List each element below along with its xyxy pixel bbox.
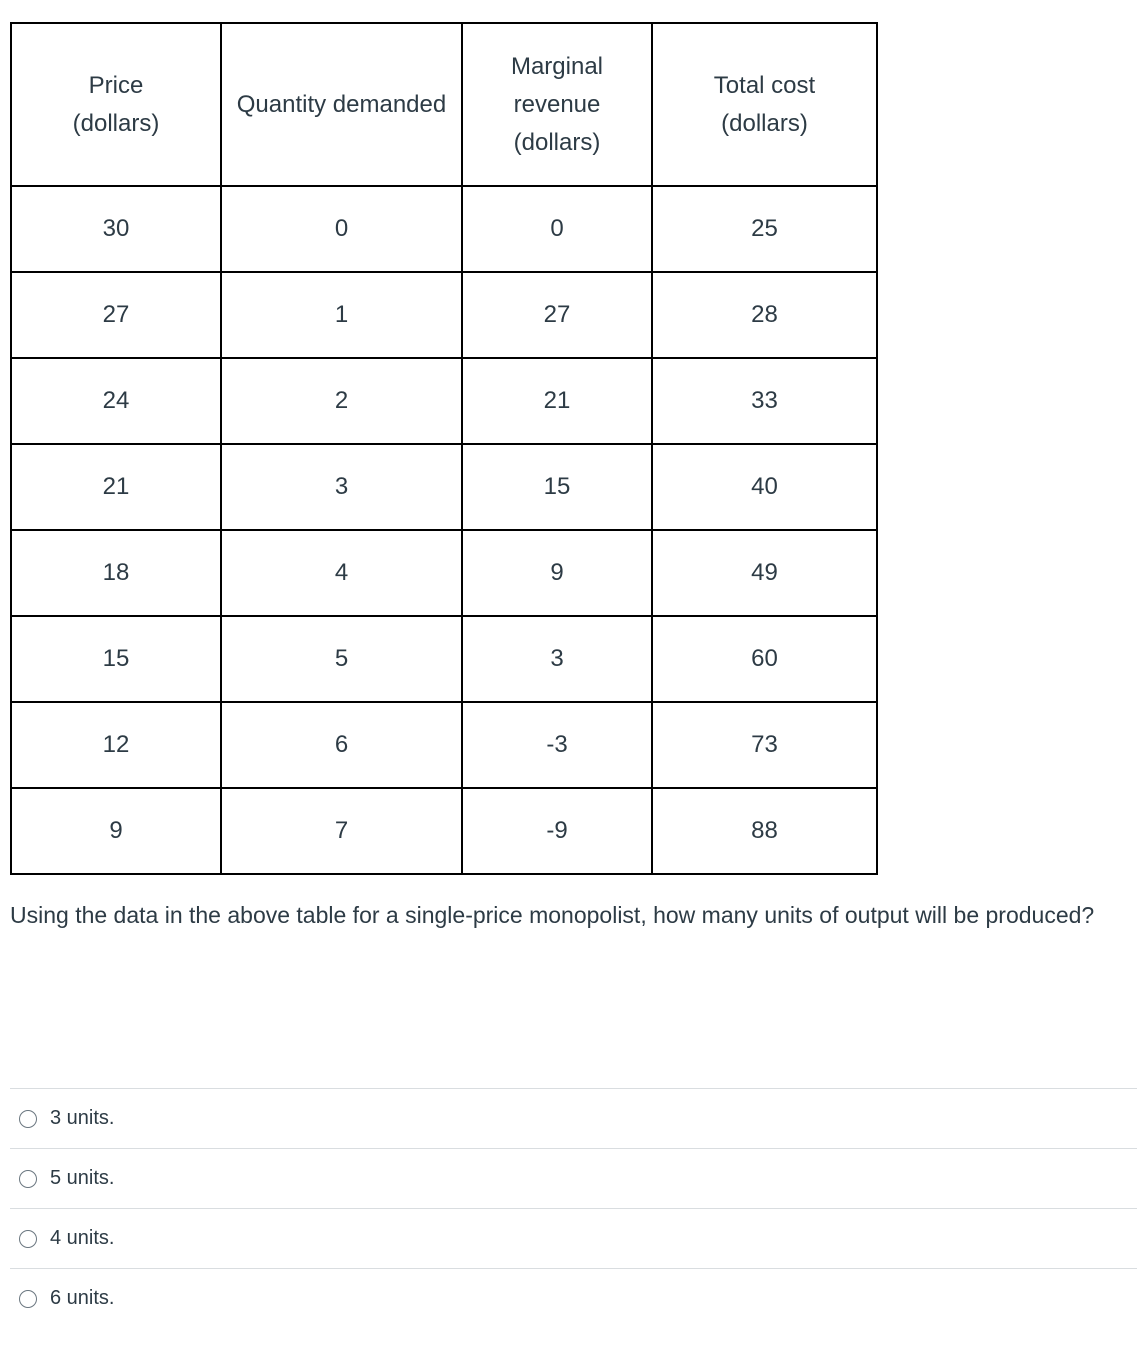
question-text: Using the data in the above table for a single-price monopolist, how many units of output will be produced?	[10, 902, 1095, 928]
cell-total-cost: 49	[652, 530, 877, 616]
cell-marginal-revenue: 21	[462, 358, 652, 444]
cell-total-cost: 73	[652, 702, 877, 788]
cell-total-cost: 88	[652, 788, 877, 874]
header-marginal-revenue	[462, 23, 652, 186]
cell-marginal-revenue: 15	[462, 444, 652, 530]
cell-marginal-revenue: 0	[462, 186, 652, 272]
cell-marginal-revenue: -3	[462, 702, 652, 788]
answer-option-5-units[interactable]	[10, 1148, 1137, 1208]
cell-quantity: 6	[221, 702, 462, 788]
header-quantity-line-1: Quantity demanded	[236, 90, 447, 118]
cell-total-cost: 40	[652, 444, 877, 530]
radio-button-icon[interactable]	[19, 1290, 37, 1308]
answer-list	[10, 1088, 1137, 1328]
header-tc-line-2: (dollars)	[721, 109, 808, 137]
answer-label: 5 units.	[50, 1167, 115, 1189]
cell-quantity: 1	[221, 272, 462, 358]
cell-price: 21	[11, 444, 221, 530]
cell-quantity: 3	[221, 444, 462, 530]
answer-option-4-units[interactable]	[10, 1208, 1137, 1268]
cell-quantity: 7	[221, 788, 462, 874]
header-mr-line-3: (dollars)	[513, 128, 601, 156]
table-row	[11, 272, 877, 358]
cell-marginal-revenue: 27	[462, 272, 652, 358]
table-header-row	[11, 23, 877, 186]
cell-quantity: 0	[221, 186, 462, 272]
header-tc-line-1: Total cost	[713, 71, 816, 99]
answer-option-6-units[interactable]	[10, 1268, 1137, 1328]
answer-option-3-units[interactable]	[10, 1088, 1137, 1148]
cell-price: 24	[11, 358, 221, 444]
cell-quantity: 4	[221, 530, 462, 616]
cell-total-cost: 33	[652, 358, 877, 444]
table-row	[11, 186, 877, 272]
table-row	[11, 702, 877, 788]
cell-marginal-revenue: 3	[462, 616, 652, 702]
cell-price: 15	[11, 616, 221, 702]
cell-quantity: 2	[221, 358, 462, 444]
data-table	[10, 22, 878, 875]
radio-button-icon[interactable]	[19, 1230, 37, 1248]
table-row	[11, 444, 877, 530]
header-price-line-1: Price	[88, 71, 144, 99]
answer-label: 6 units.	[50, 1287, 115, 1309]
table-row	[11, 530, 877, 616]
header-price-line-2: (dollars)	[72, 109, 160, 137]
cell-price: 27	[11, 272, 221, 358]
answer-label: 3 units.	[50, 1107, 115, 1129]
table-row	[11, 788, 877, 874]
cell-total-cost: 28	[652, 272, 877, 358]
cell-quantity: 5	[221, 616, 462, 702]
header-price	[11, 23, 221, 186]
header-mr-line-1: Marginal	[510, 52, 604, 80]
header-total-cost	[652, 23, 877, 186]
cell-marginal-revenue: 9	[462, 530, 652, 616]
cell-total-cost: 60	[652, 616, 877, 702]
cell-price: 12	[11, 702, 221, 788]
table-row	[11, 358, 877, 444]
radio-button-icon[interactable]	[19, 1170, 37, 1188]
table-row	[11, 616, 877, 702]
cell-price: 30	[11, 186, 221, 272]
cell-price: 18	[11, 530, 221, 616]
cell-total-cost: 25	[652, 186, 877, 272]
cell-marginal-revenue: -9	[462, 788, 652, 874]
cell-price: 9	[11, 788, 221, 874]
header-quantity	[221, 23, 462, 186]
header-mr-line-2: revenue	[513, 90, 601, 118]
radio-button-icon[interactable]	[19, 1110, 37, 1128]
answer-label: 4 units.	[50, 1227, 115, 1249]
